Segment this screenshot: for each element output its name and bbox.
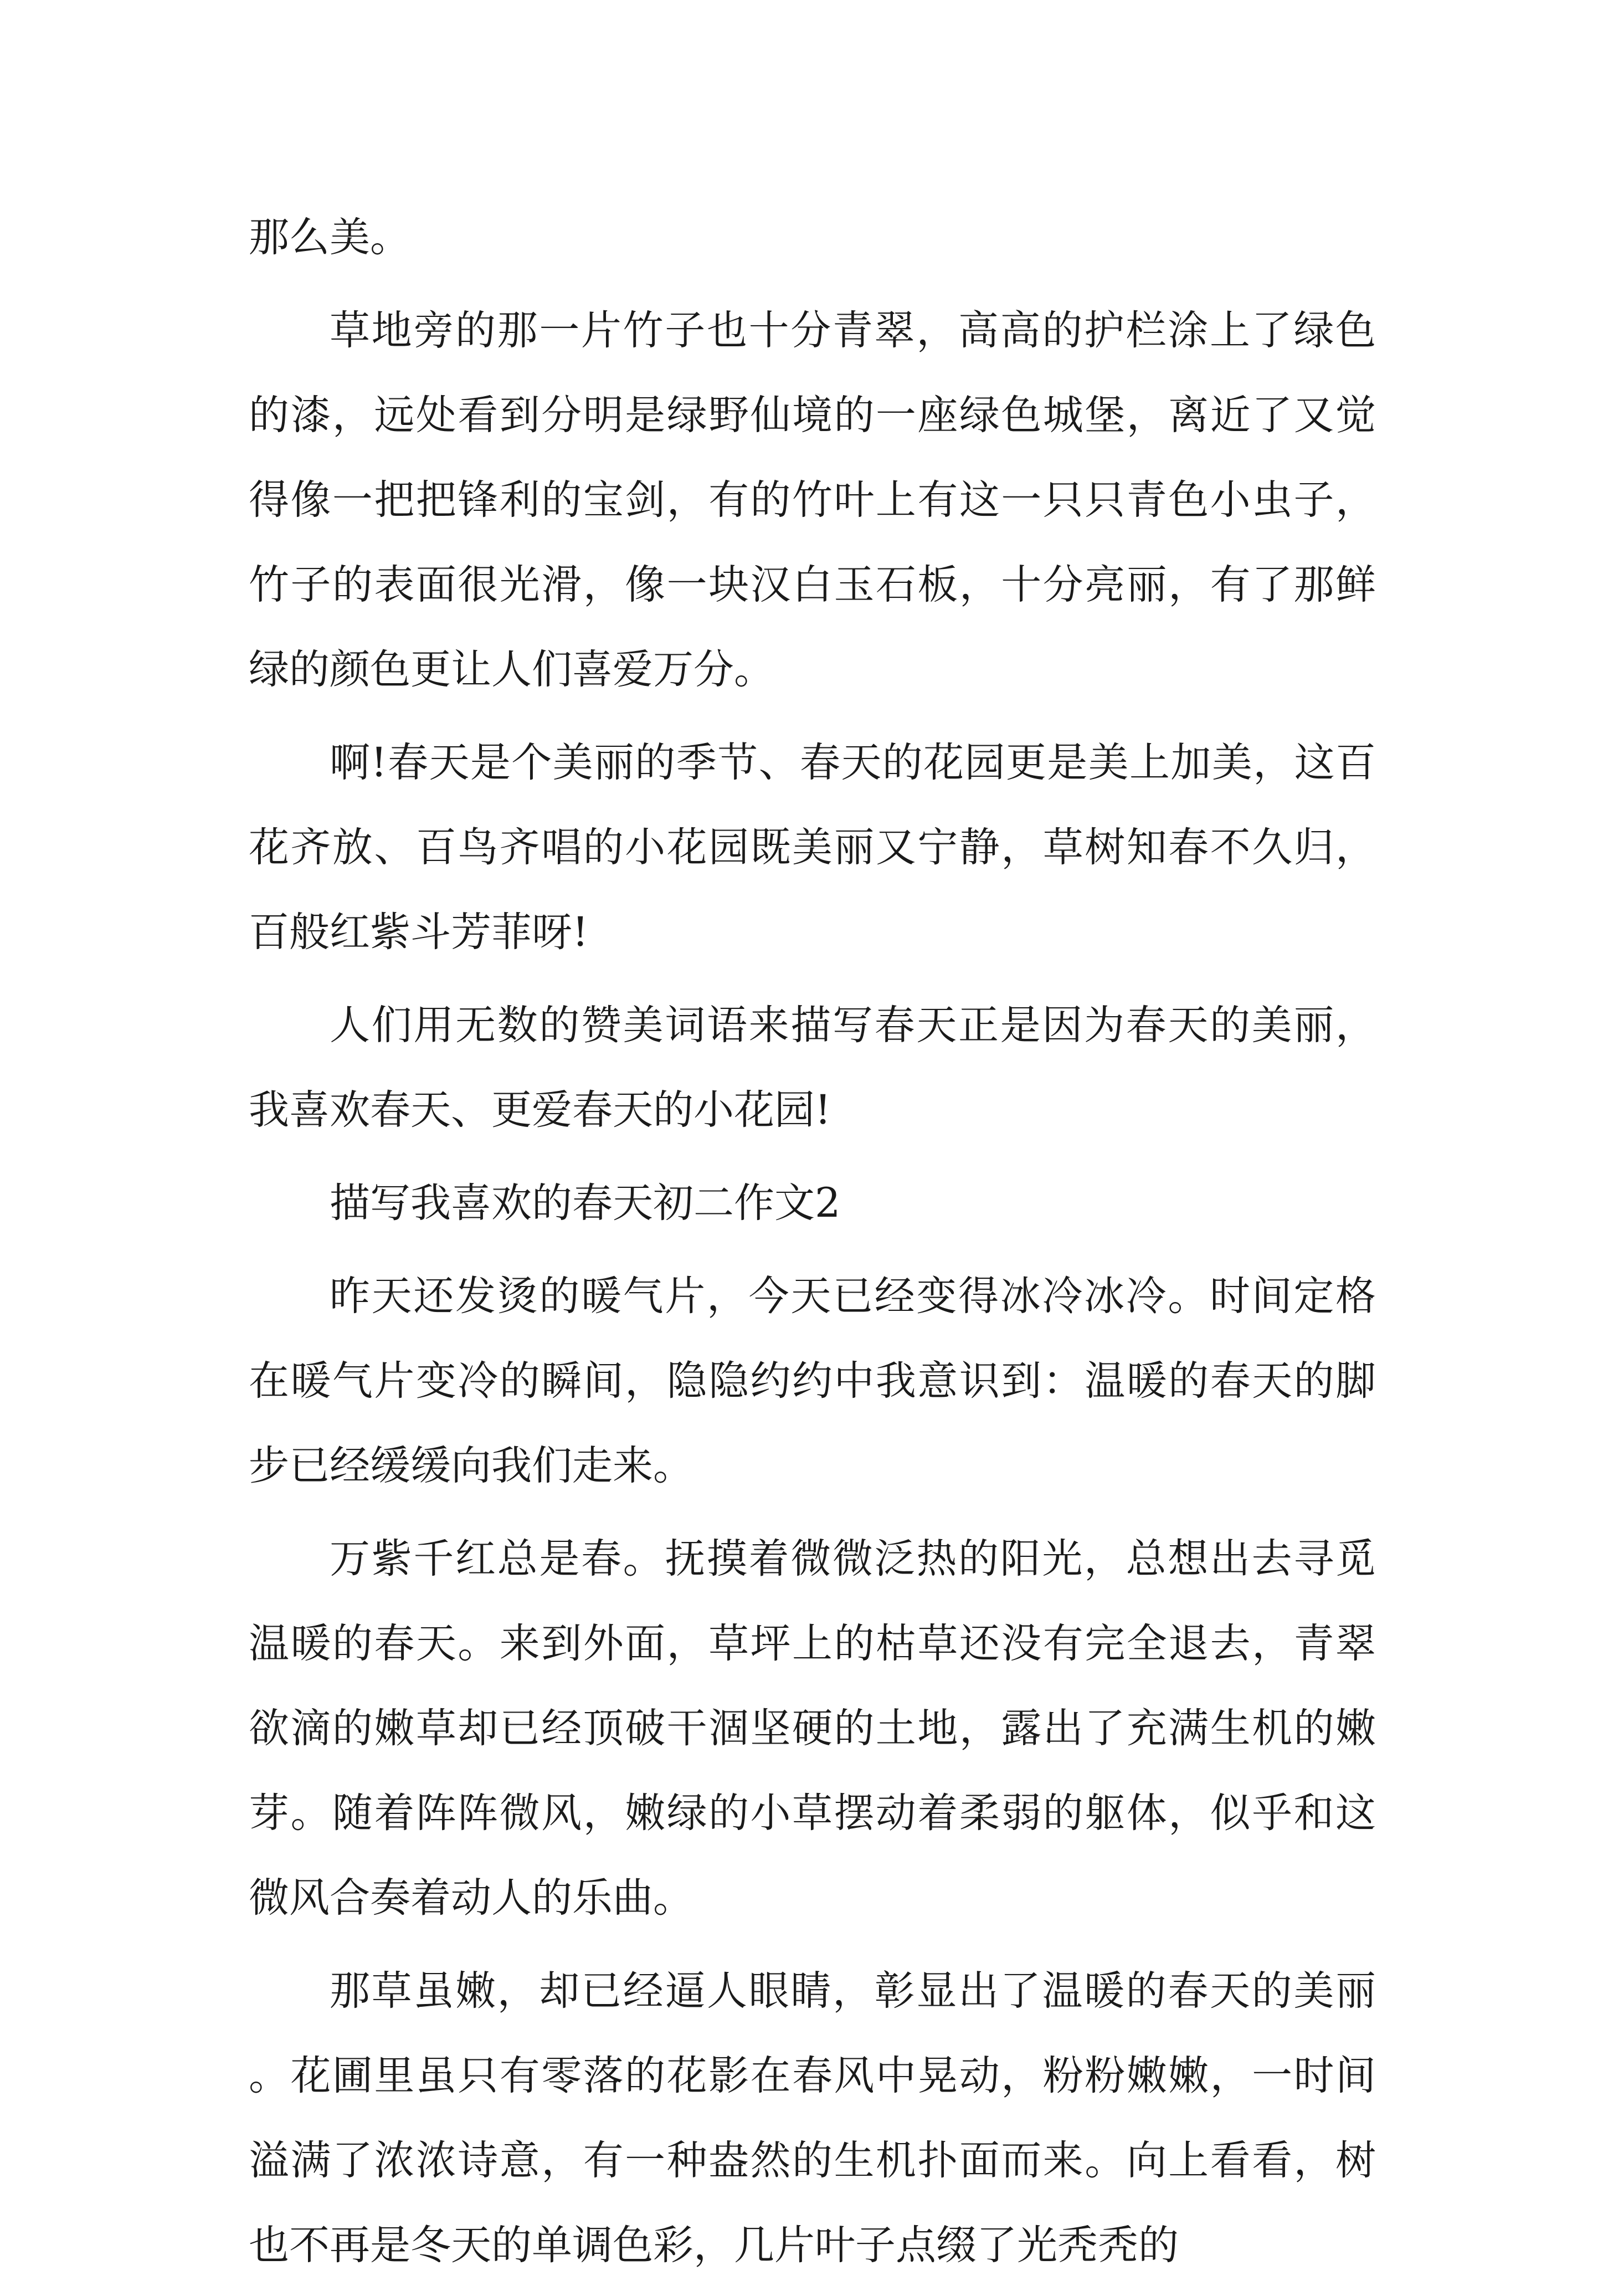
- paragraph-radiator: 昨天还发烫的暖气片，今天已经变得冰冷冰冷。时间定格在暖气片变冷的瞬间，隐隐约约中我意识到：温暖的春天的脚步已经缓缓向我们走来。: [249, 1273, 1376, 1489]
- document-body: [249, 195, 1376, 2296]
- paragraph-bamboo: 草地旁的那一片竹子也十分青翠，高高的护栏涂上了绿色的漆，远处看到分明是绿野仙境的一座绿色城堡，离近了又觉得像一把把锋利的宝剑，有的竹叶上有这一只只青色小虫子，竹子的表面很光滑，像一块汉白玉石板，十分亮丽，有了那鲜绿的颜色更让人们喜爱万分。: [249, 307, 1376, 693]
- essay-title: 描写我喜欢的春天初二作文2: [330, 1180, 841, 1227]
- paragraph-conclusion: 人们用无数的赞美词语来描写春天正是因为春天的美丽，我喜欢春天、更爱春天的小花园!: [249, 1002, 1376, 1134]
- paragraph-flowers-trees: 那草虽嫩，却已经逼人眼睛，彰显出了温暖的春天的美丽。花圃里虽只有零落的花影在春风中晃动，粉粉嫩嫩，一时间溢满了浓浓诗意，有一种盎然的生机扑面而来。向上看看，树也不再是冬天的单调色彩，几片叶子点缀了光秃秃的: [249, 1967, 1376, 2269]
- paragraph-grass: 万紫千红总是春。抚摸着微微泛热的阳光，总想出去寻觅温暖的春天。来到外面，草坪上的枯草还没有完全退去，青翠欲滴的嫩草却已经顶破干涸坚硬的土地，露出了充满生机的嫩芽。随着阵阵微风，嫩绿的小草摆动着柔弱的躯体，似乎和这微风合奏着动人的乐曲。: [249, 1535, 1376, 1921]
- paragraph-spring-garden: 啊!春天是个美丽的季节、春天的花园更是美上加美，这百花齐放、百鸟齐唱的小花园既美丽又宁静，草树知春不久归，百般红紫斗芳菲呀!: [249, 739, 1376, 956]
- paragraph-continuation: 那么美。: [249, 214, 410, 261]
